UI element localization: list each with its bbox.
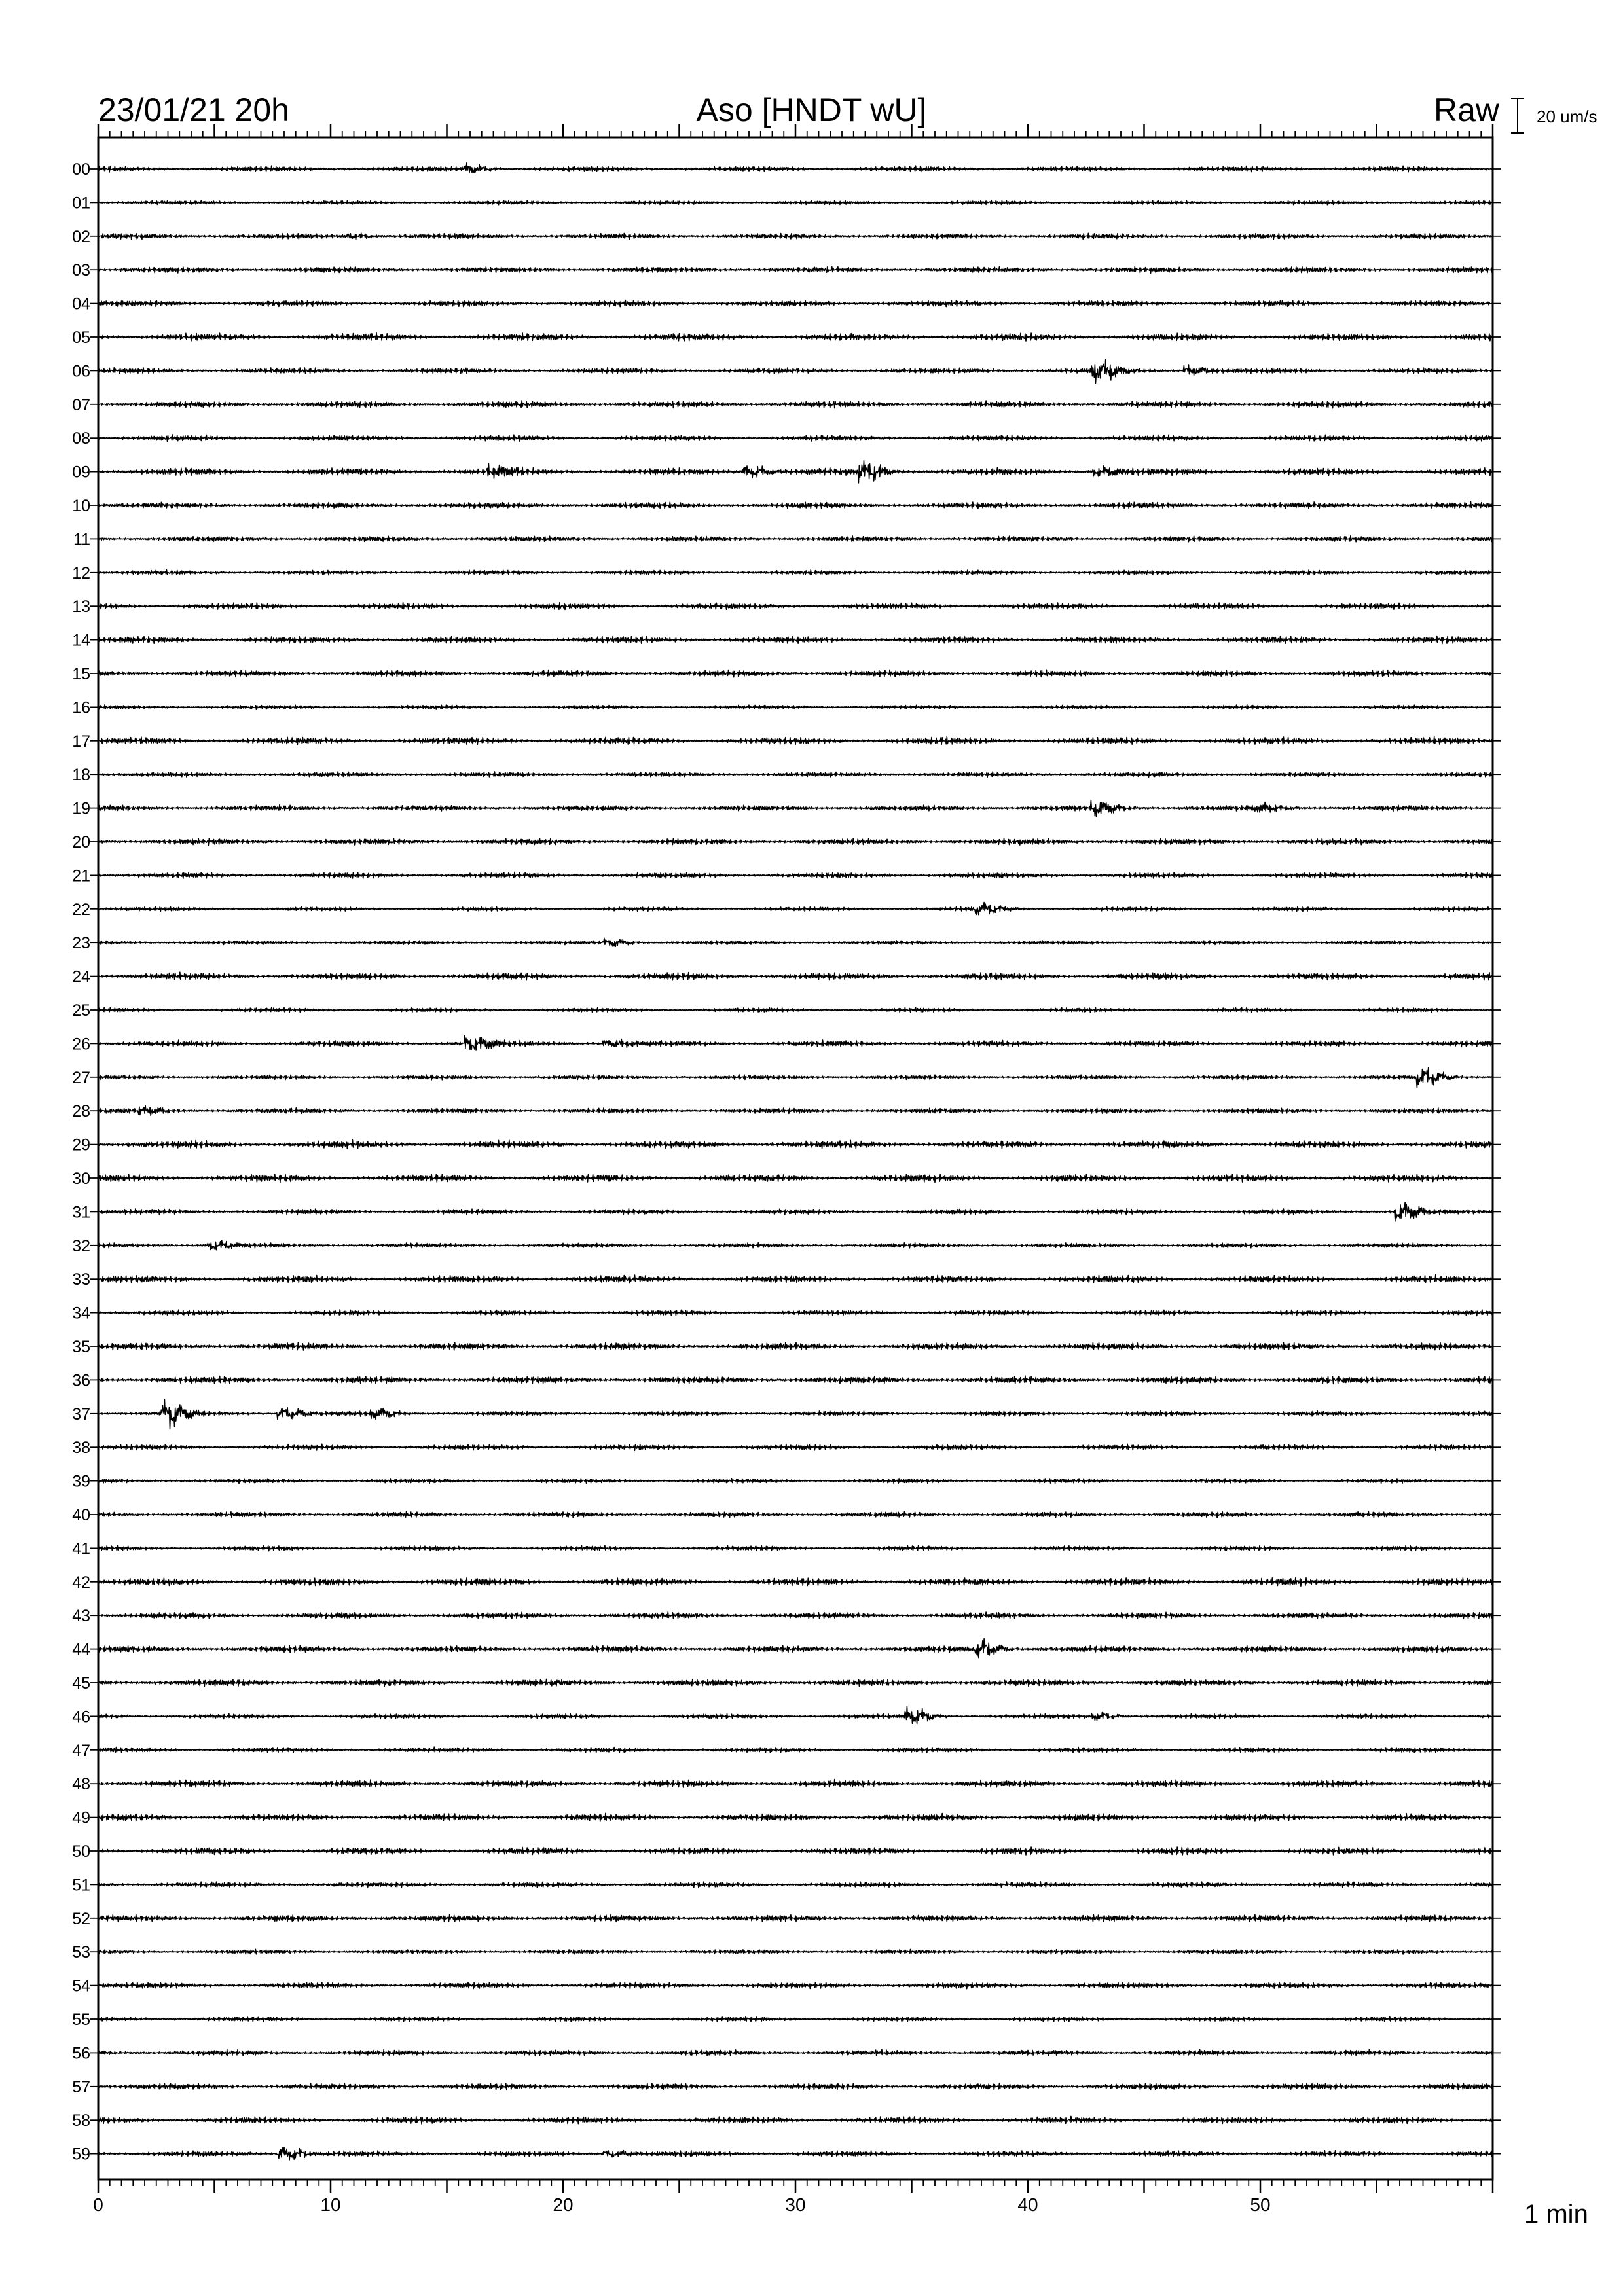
row-label: 02	[72, 227, 90, 246]
row-label: 05	[72, 329, 90, 347]
chart-title: Aso [HNDT wU]	[696, 92, 927, 128]
row-label: 35	[72, 1338, 90, 1356]
trace-line	[98, 1202, 1493, 1221]
trace-line	[98, 2083, 1493, 2090]
row-label: 22	[72, 900, 90, 919]
trace-line	[98, 1342, 1493, 1350]
trace-line	[98, 1612, 1493, 1619]
trace-line	[98, 1174, 1493, 1183]
row-label: 44	[72, 1640, 90, 1659]
trace-line	[98, 267, 1493, 274]
row-label: 23	[72, 934, 90, 953]
row-label: 47	[72, 1741, 90, 1760]
row-label: 19	[72, 799, 90, 818]
row-label: 10	[72, 497, 90, 515]
row-label: 07	[72, 395, 90, 414]
row-label: 18	[72, 766, 90, 785]
trace-line	[98, 972, 1493, 980]
trace-line	[98, 333, 1493, 341]
row-labels	[72, 160, 1501, 2164]
trace-line	[98, 1847, 1493, 1855]
trace-line	[98, 838, 1493, 846]
row-label: 13	[72, 598, 90, 617]
trace-line	[98, 1747, 1493, 1753]
trace-line	[98, 2147, 1493, 2160]
trace-line	[98, 461, 1493, 483]
trace-line	[98, 1007, 1493, 1013]
row-label: 45	[72, 1674, 90, 1693]
row-label: 33	[72, 1270, 90, 1289]
trace-line	[98, 1780, 1493, 1788]
row-label: 28	[72, 1102, 90, 1121]
row-label: 43	[72, 1607, 90, 1626]
row-label: 51	[72, 1876, 90, 1895]
trace-line	[98, 670, 1493, 677]
row-label: 14	[72, 631, 90, 650]
row-label: 50	[72, 1842, 90, 1861]
row-label: 29	[72, 1136, 90, 1155]
trace-line	[98, 1399, 1493, 1429]
trace-line	[98, 1706, 1493, 1724]
row-label: 12	[72, 564, 90, 583]
row-label: 55	[72, 2011, 90, 2029]
trace-line	[98, 1240, 1493, 1250]
row-label: 59	[72, 2145, 90, 2164]
trace-line	[98, 570, 1493, 575]
trace-line	[98, 1275, 1493, 1283]
row-label: 01	[72, 194, 90, 213]
row-label: 08	[72, 429, 90, 448]
row-label: 30	[72, 1170, 90, 1188]
row-label: 48	[72, 1775, 90, 1794]
row-label: 40	[72, 1506, 90, 1524]
row-label: 11	[73, 530, 90, 549]
x-tick-label: 10	[320, 2195, 341, 2215]
trace-line	[98, 603, 1493, 610]
trace-line	[98, 903, 1493, 915]
seismic-traces	[98, 163, 1493, 2160]
trace-line	[98, 2049, 1493, 2056]
trace-line	[98, 401, 1493, 408]
row-label: 00	[72, 160, 90, 179]
scale-bar-label: 20 um/s	[1537, 107, 1597, 126]
row-label: 25	[72, 1001, 90, 1020]
trace-line	[98, 1035, 1493, 1050]
trace-line	[98, 1679, 1493, 1686]
trace-line	[98, 1949, 1493, 1954]
row-label: 34	[72, 1304, 90, 1323]
trace-line	[98, 233, 1493, 240]
trace-line	[98, 705, 1493, 710]
row-label: 27	[72, 1068, 90, 1087]
trace-line	[98, 1639, 1493, 1658]
trace-line	[98, 872, 1493, 878]
row-label: 53	[72, 1943, 90, 1962]
row-label: 58	[72, 2111, 90, 2130]
row-label: 38	[72, 1439, 90, 1458]
row-label: 04	[72, 295, 90, 314]
row-label: 42	[72, 1573, 90, 1592]
trace-line	[98, 1545, 1493, 1551]
x-axis-unit-label: 1 min	[1524, 2200, 1588, 2229]
trace-line	[98, 536, 1493, 542]
trace-line	[98, 1479, 1493, 1484]
row-label: 52	[72, 1909, 90, 1928]
row-label: 39	[72, 1472, 90, 1491]
trace-line	[98, 1140, 1493, 1149]
trace-line	[98, 1511, 1493, 1518]
row-label: 54	[72, 1977, 90, 1996]
trace-line	[98, 1310, 1493, 1316]
x-tick-label: 0	[93, 2195, 103, 2215]
trace-line	[98, 163, 1493, 173]
x-tick-label: 20	[553, 2195, 574, 2215]
trace-line	[98, 636, 1493, 644]
trace-line	[98, 360, 1493, 384]
trace-line	[98, 800, 1493, 817]
row-label: 21	[72, 867, 90, 886]
trace-line	[98, 1813, 1493, 1821]
trace-line	[98, 300, 1493, 307]
trace-line	[98, 435, 1493, 441]
trace-line	[98, 1914, 1493, 1922]
row-label: 46	[72, 1708, 90, 1727]
header-date: 23/01/21 20h	[98, 92, 289, 128]
trace-line	[98, 1444, 1493, 1450]
row-label: 16	[72, 698, 90, 717]
trace-line	[98, 502, 1493, 509]
plot-frame	[98, 137, 1493, 2179]
row-label: 03	[72, 261, 90, 280]
x-tick-label: 30	[785, 2195, 806, 2215]
row-label: 17	[72, 732, 90, 751]
row-label: 20	[72, 833, 90, 852]
trace-line	[98, 1376, 1493, 1384]
row-label: 24	[72, 967, 90, 986]
row-label: 32	[72, 1236, 90, 1255]
trace-line	[98, 938, 1493, 946]
trace-line	[98, 1882, 1493, 1888]
trace-line	[98, 1105, 1493, 1115]
row-label: 36	[72, 1371, 90, 1390]
trace-line	[98, 1578, 1493, 1587]
trace-line	[98, 1068, 1493, 1088]
row-label: 06	[72, 362, 90, 381]
row-label: 15	[72, 665, 90, 683]
row-label: 26	[72, 1035, 90, 1054]
row-label: 41	[72, 1539, 90, 1558]
trace-line	[98, 2017, 1493, 2022]
trace-line	[98, 2116, 1493, 2124]
row-label: 31	[72, 1203, 90, 1222]
x-tick-label: 40	[1017, 2195, 1038, 2215]
row-label: 49	[72, 1808, 90, 1827]
row-label: 09	[72, 463, 90, 482]
trace-line	[98, 1982, 1493, 1989]
row-label: 57	[72, 2077, 90, 2096]
trace-line	[98, 200, 1493, 205]
scale-bar	[1511, 98, 1524, 133]
x-tick-label: 50	[1250, 2195, 1271, 2215]
mode-label: Raw	[1434, 92, 1500, 128]
row-label: 37	[72, 1405, 90, 1424]
row-label: 56	[72, 2044, 90, 2063]
trace-line	[98, 737, 1493, 745]
trace-line	[98, 772, 1493, 777]
